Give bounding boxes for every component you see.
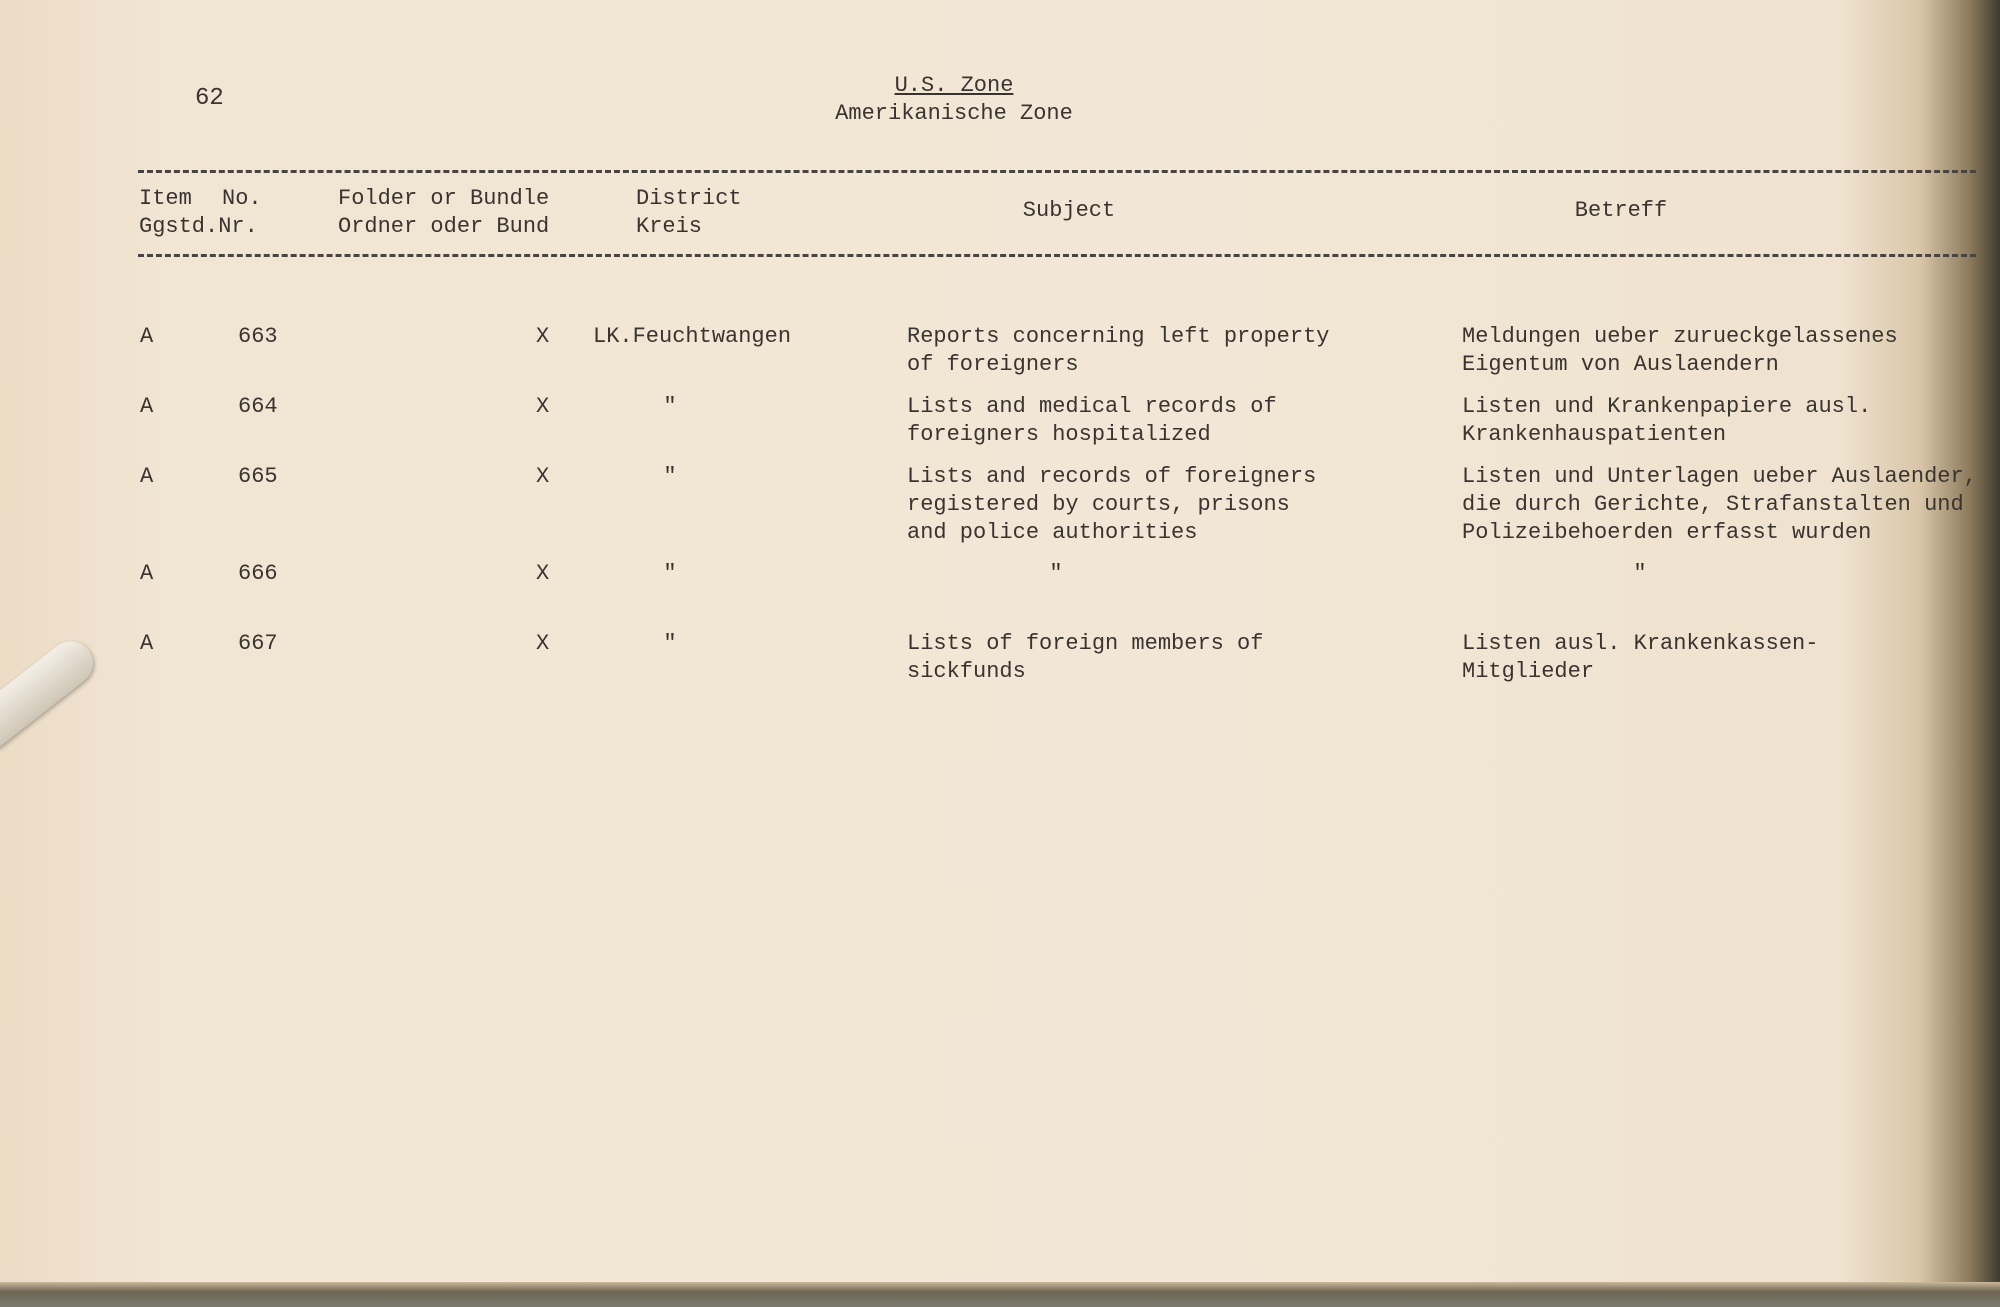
header-district-de: Kreis xyxy=(636,214,703,239)
cell-folder: X xyxy=(536,631,550,656)
cell-district: LK.Feuchtwangen xyxy=(593,324,792,349)
header-folder: Folder or Bundle xyxy=(338,186,550,211)
cell-no: 663 xyxy=(238,324,278,349)
header-district: District xyxy=(636,186,742,211)
cell-folder: X xyxy=(536,394,550,419)
cell-item: A xyxy=(140,394,154,419)
cell-no: 666 xyxy=(238,561,278,586)
cell-item: A xyxy=(140,464,154,489)
cell-betreff: Meldungen ueber zurueckgelassenes Eigentum von Auslaendern xyxy=(1462,324,1898,377)
cell-subject: Lists and records of foreigners registered by courts, prisons and police authorities xyxy=(907,464,1317,545)
page-subtitle: Amerikanische Zone xyxy=(835,101,1073,126)
cell-district: " xyxy=(663,631,677,656)
cell-folder: X xyxy=(536,324,550,349)
cell-district: " xyxy=(663,464,677,489)
cell-subject: " xyxy=(1049,561,1063,586)
cell-subject: Lists of foreign members of sickfunds xyxy=(907,631,1264,684)
header-item-de: Ggstd.Nr. xyxy=(139,214,258,239)
cell-district: " xyxy=(663,394,677,419)
page-title: U.S. Zone xyxy=(894,73,1014,98)
cell-subject: Reports concerning left property of foreigners xyxy=(907,324,1330,377)
header-bottom-rule xyxy=(138,254,1976,257)
book-edge xyxy=(0,1282,2000,1307)
cell-no: 667 xyxy=(238,631,278,656)
cell-item: A xyxy=(140,561,154,586)
paper-clip xyxy=(0,632,102,759)
header-folder-de: Ordner oder Bund xyxy=(338,214,550,239)
cell-no: 664 xyxy=(238,394,278,419)
page-number: 62 xyxy=(195,85,224,112)
cell-betreff: Listen ausl. Krankenkassen- Mitglieder xyxy=(1462,631,1819,684)
cell-betreff: " xyxy=(1633,561,1647,586)
cell-district: " xyxy=(663,561,677,586)
cell-subject: Lists and medical records of foreigners hospitalized xyxy=(907,394,1277,447)
cell-folder: X xyxy=(536,561,550,586)
header-betreff: Betreff xyxy=(1574,198,1668,223)
cell-betreff: Listen und Unterlagen ueber Auslaender, die durch Gerichte, Strafanstalten und Polizeibehoerden erfasst wurden xyxy=(1462,464,1977,545)
header-no: No. xyxy=(222,186,262,211)
header-item: Item xyxy=(139,186,192,211)
cell-betreff: Listen und Krankenpapiere ausl. Krankenhauspatienten xyxy=(1462,394,1872,447)
cell-no: 665 xyxy=(238,464,278,489)
cell-item: A xyxy=(140,324,154,349)
header-top-rule xyxy=(138,170,1976,173)
cell-folder: X xyxy=(536,464,550,489)
header-subject: Subject xyxy=(1022,198,1116,223)
cell-item: A xyxy=(140,631,154,656)
